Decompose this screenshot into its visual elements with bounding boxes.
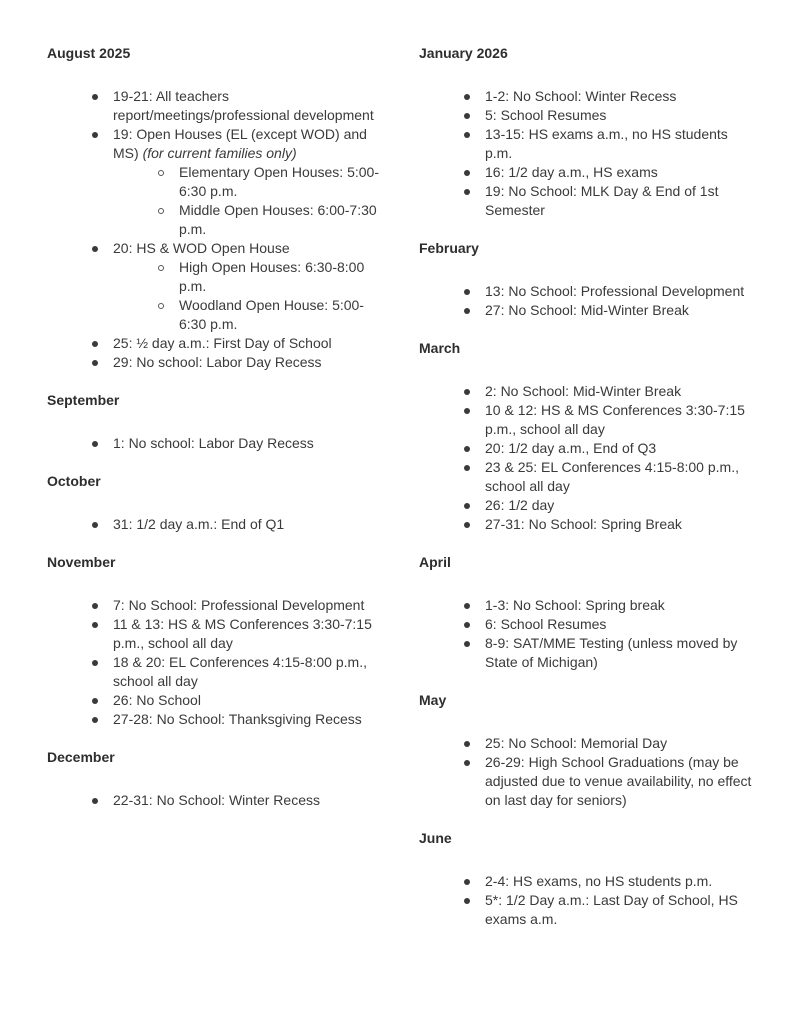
event-text: 25: ½ day a.m.: First Day of School	[113, 335, 332, 351]
month-title: August 2025	[47, 45, 131, 61]
event-list	[419, 872, 759, 929]
bullet-icon	[464, 879, 470, 885]
month-may	[419, 691, 759, 810]
month-title: December	[47, 749, 115, 765]
list-item	[485, 634, 755, 672]
event-list	[419, 382, 759, 534]
bullet-icon	[464, 522, 470, 528]
bullet-icon	[464, 622, 470, 628]
list-item	[485, 515, 755, 534]
hollow-bullet-icon	[158, 303, 164, 309]
event-text: 27-28: No School: Thanksgiving Recess	[113, 711, 362, 727]
event-text: 10 & 12: HS & MS Conferences 3:30-7:15 p.m., school all day	[485, 402, 745, 437]
bullet-icon	[92, 132, 98, 138]
bullet-icon	[92, 522, 98, 528]
month-title: January 2026	[419, 45, 508, 61]
event-text: 20: HS & WOD Open House	[113, 240, 290, 256]
sub-event-text: High Open Houses: 6:30-8:00 p.m.	[179, 259, 365, 294]
event-text: 18 & 20: EL Conferences 4:15-8:00 p.m., school all day	[113, 654, 367, 689]
event-text: 29: No school: Labor Day Recess	[113, 354, 322, 370]
list-item	[113, 125, 378, 239]
sub-list-item	[179, 163, 379, 201]
list-item	[485, 458, 755, 496]
bullet-icon	[464, 389, 470, 395]
event-text: 8-9: SAT/MME Testing (unless moved by State of Michigan)	[485, 635, 738, 670]
month-january	[419, 44, 759, 220]
list-item	[485, 382, 755, 401]
month-title: February	[419, 240, 479, 256]
bullet-icon	[92, 698, 98, 704]
event-list	[47, 596, 387, 729]
event-text: 19: Open Houses (EL (except WOD) and MS)	[113, 126, 367, 161]
bullet-icon	[92, 441, 98, 447]
list-item	[113, 334, 378, 353]
list-item	[485, 87, 755, 106]
bullet-icon	[464, 741, 470, 747]
right-column	[419, 44, 759, 948]
bullet-icon	[464, 898, 470, 904]
sub-event-text: Elementary Open Houses: 5:00-6:30 p.m.	[179, 164, 379, 199]
bullet-icon	[92, 717, 98, 723]
list-item	[485, 439, 755, 458]
bullet-icon	[92, 798, 98, 804]
bullet-icon	[92, 360, 98, 366]
event-text: 16: 1/2 day a.m., HS exams	[485, 164, 658, 180]
month-title: September	[47, 392, 120, 408]
bullet-icon	[464, 170, 470, 176]
month-title: October	[47, 473, 101, 489]
event-list	[47, 515, 387, 534]
sub-list-item	[179, 296, 379, 334]
month-february	[419, 239, 759, 320]
month-title: March	[419, 340, 461, 356]
sub-event-text: Woodland Open House: 5:00-6:30 p.m.	[179, 297, 364, 332]
event-text: 2-4: HS exams, no HS students p.m.	[485, 873, 713, 889]
month-title: November	[47, 554, 116, 570]
list-item	[113, 596, 378, 615]
bullet-icon	[464, 603, 470, 609]
bullet-icon	[464, 760, 470, 766]
bullet-icon	[464, 446, 470, 452]
event-text: 7: No School: Professional Development	[113, 597, 365, 613]
bullet-icon	[464, 94, 470, 100]
list-item	[485, 753, 755, 810]
list-item	[485, 615, 755, 634]
month-title: June	[419, 830, 452, 846]
list-item	[113, 653, 378, 691]
month-october	[47, 472, 387, 534]
bullet-icon	[464, 132, 470, 138]
bullet-icon	[464, 641, 470, 647]
bullet-icon	[464, 189, 470, 195]
list-item	[485, 401, 755, 439]
bullet-icon	[464, 503, 470, 509]
event-text: 6: School Resumes	[485, 616, 607, 632]
event-list	[47, 87, 387, 372]
event-text: 22-31: No School: Winter Recess	[113, 792, 320, 808]
list-item	[485, 496, 755, 515]
month-august	[47, 44, 387, 372]
list-item	[485, 282, 755, 301]
event-text: 26: No School	[113, 692, 201, 708]
event-list	[419, 596, 759, 672]
bullet-icon	[92, 94, 98, 100]
list-item	[113, 515, 378, 534]
bullet-icon	[92, 622, 98, 628]
left-column	[47, 44, 387, 829]
hollow-bullet-icon	[158, 265, 164, 271]
list-item	[485, 872, 755, 891]
month-april	[419, 553, 759, 672]
event-text: 1-2: No School: Winter Recess	[485, 88, 677, 104]
month-november	[47, 553, 387, 729]
bullet-icon	[464, 113, 470, 119]
event-text: 1-3: No School: Spring break	[485, 597, 665, 613]
event-text: 25: No School: Memorial Day	[485, 735, 668, 751]
month-title: April	[419, 554, 451, 570]
month-september	[47, 391, 387, 453]
sub-event-text: Middle Open Houses: 6:00-7:30 p.m.	[179, 202, 377, 237]
event-text: 13-15: HS exams a.m., no HS students p.m.	[485, 126, 728, 161]
list-item	[485, 301, 755, 320]
event-list	[47, 791, 387, 810]
hollow-bullet-icon	[158, 208, 164, 214]
bullet-icon	[464, 308, 470, 314]
month-title: May	[419, 692, 447, 708]
event-text: 27: No School: Mid-Winter Break	[485, 302, 689, 318]
event-list	[419, 734, 759, 810]
month-december	[47, 748, 387, 810]
event-text: 5*: 1/2 Day a.m.: Last Day of School, HS exams a.m.	[485, 892, 738, 927]
list-item	[485, 125, 755, 163]
bullet-icon	[92, 603, 98, 609]
event-list	[419, 282, 759, 320]
event-text: 2: No School: Mid-Winter Break	[485, 383, 682, 399]
list-item	[485, 891, 755, 929]
list-item	[485, 163, 755, 182]
list-item	[113, 434, 378, 453]
list-item	[113, 710, 378, 729]
bullet-icon	[464, 289, 470, 295]
sub-list-item	[179, 201, 379, 239]
list-item	[485, 106, 755, 125]
event-text: 1: No school: Labor Day Recess	[113, 435, 314, 451]
event-text: 26: 1/2 day	[485, 497, 555, 513]
list-item	[113, 87, 378, 125]
event-text: 5: School Resumes	[485, 107, 607, 123]
bullet-icon	[92, 341, 98, 347]
event-note: (for current families only)	[142, 145, 297, 161]
month-june	[419, 829, 759, 929]
event-list	[47, 434, 387, 453]
list-item	[113, 791, 378, 810]
event-text: 19-21: All teachers report/meetings/professional development	[113, 88, 374, 123]
event-text: 31: 1/2 day a.m.: End of Q1	[113, 516, 285, 532]
bullet-icon	[464, 465, 470, 471]
sub-list	[113, 258, 378, 334]
bullet-icon	[92, 660, 98, 666]
event-text: 27-31: No School: Spring Break	[485, 516, 682, 532]
sub-list-item	[179, 258, 379, 296]
event-text: 19: No School: MLK Day & End of 1st Semester	[485, 183, 719, 218]
event-text: 13: No School: Professional Development	[485, 283, 745, 299]
event-text: 26-29: High School Graduations (may be adjusted due to venue availability, no effect on last day for seniors)	[485, 754, 752, 808]
list-item	[485, 182, 755, 220]
list-item	[485, 734, 755, 753]
sub-list	[113, 163, 378, 239]
event-text: 20: 1/2 day a.m., End of Q3	[485, 440, 657, 456]
hollow-bullet-icon	[158, 170, 164, 176]
list-item	[113, 353, 378, 372]
bullet-icon	[464, 408, 470, 414]
bullet-icon	[92, 246, 98, 252]
list-item	[113, 615, 378, 653]
month-march	[419, 339, 759, 534]
list-item	[113, 691, 378, 710]
list-item	[113, 239, 378, 334]
event-text: 11 & 13: HS & MS Conferences 3:30-7:15 p.m., school all day	[113, 616, 372, 651]
list-item	[485, 596, 755, 615]
event-list	[419, 87, 759, 220]
event-text: 23 & 25: EL Conferences 4:15-8:00 p.m., school all day	[485, 459, 739, 494]
